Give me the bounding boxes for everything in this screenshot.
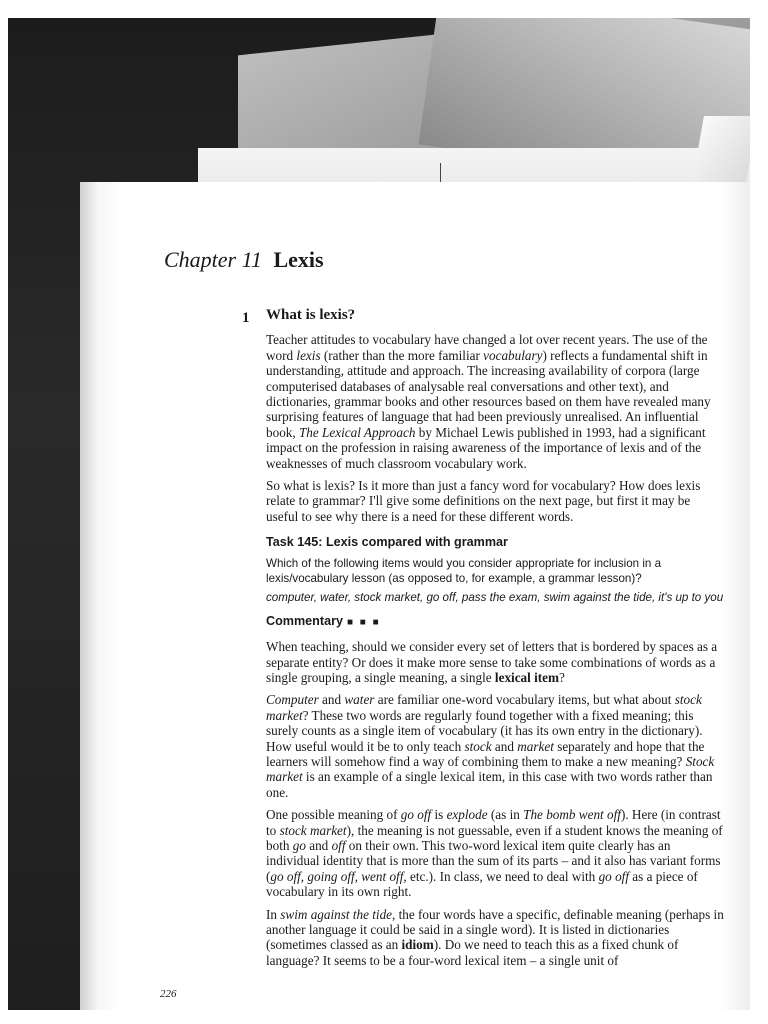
text-run: idiom — [401, 937, 434, 953]
text-run: Stock market — [266, 753, 715, 785]
text-run: is an example of a single lexical item, in this case with two words rather than one. — [266, 769, 713, 800]
intro-paragraphs — [266, 332, 724, 524]
text-run: are familiar one-word vocabulary items, but what about — [374, 692, 675, 708]
commentary-title: Commentary — [266, 613, 343, 628]
paragraph — [266, 639, 724, 685]
text-run: off — [331, 837, 346, 853]
task-items: computer, water, stock market, go off, pass the exam, swim against the tide, it's up to you — [266, 590, 724, 604]
section-number: 1 — [242, 310, 250, 326]
text-run: etc.). In class, we need to deal with — [406, 868, 599, 884]
difficulty-squares-icon: ■ ■ ■ — [346, 616, 381, 628]
text-run: go off, going off, went off, — [270, 868, 407, 884]
text-run: and — [318, 692, 345, 708]
text-run: go off — [598, 868, 629, 884]
text-run: go — [292, 837, 306, 853]
section-title: What is lexis? — [266, 307, 356, 323]
text-run: separately and hope that the learners will somehow find a way of combining them to make a new meaning? — [266, 738, 705, 769]
text-run: (as in — [487, 807, 524, 823]
page-number: 226 — [160, 988, 177, 1000]
text-run: lexis — [296, 347, 321, 363]
task-instruction: Which of the following items would you consider appropriate for inclusion in a lexis/vocabulary lesson (as opposed to, for example, a grammar lesson)? — [266, 556, 662, 585]
text-run: ), the meaning is not guessable, even if a student knows the meaning of both — [266, 822, 723, 853]
text-run: lexical item — [494, 669, 559, 685]
text-run: on their own. This two-word lexical item quite clearly has an individual identity that is more than the sum of its parts – and it also has variant forms ( — [266, 837, 721, 884]
text-run: In — [266, 906, 281, 922]
text-run: stock — [464, 738, 492, 754]
text-run: The Lexical Approach — [298, 424, 416, 440]
text-run: stock market — [266, 692, 702, 723]
paragraph — [266, 692, 724, 800]
chapter-heading — [164, 247, 324, 273]
text-run: When teaching, should we consider every set of letters that is bordered by spaces as a separate entity? Or does it make more sense to take some combinations of words as a single grouping, a single meaning, a single — [266, 639, 718, 685]
text-run: Teacher attitudes to vocabulary have changed a lot over recent years. The use of the word — [266, 332, 708, 363]
paragraph — [266, 478, 724, 524]
text-run: So what is lexis? Is it more than just a fancy word for vocabulary? How does lexis relate to grammar? I'll give some definitions on the next page, but first it may be useful to see why there is a need for these different words. — [266, 478, 701, 524]
text-run: vocabulary — [483, 347, 543, 363]
text-run: go off — [400, 807, 432, 823]
text-run: ? These two words are regularly found together with a fixed meaning; this surely counts as a single item of vocabulary (it has its own entry in the dictionary). How useful would it be to only teach — [266, 707, 703, 754]
text-run: water — [344, 692, 375, 708]
chapter-title: Lexis — [273, 247, 324, 272]
page-content — [266, 308, 724, 975]
text-run: as a piece of vocabulary in its own right. — [266, 868, 698, 900]
text-run: is — [431, 807, 447, 823]
text-run: ). Do we need to teach this as a fixed chunk of language? It seems to be a four-word lexical item – a single unit of — [266, 937, 679, 968]
commentary-heading — [266, 614, 724, 630]
text-run: ). Here (in contrast to — [266, 807, 721, 838]
chapter-label: Chapter 11 — [164, 247, 262, 272]
text-run: ? — [559, 669, 565, 685]
text-run: swim against the tide — [280, 906, 393, 922]
text-run: Computer — [266, 692, 319, 708]
text-run: and — [305, 837, 332, 853]
paragraph — [266, 807, 724, 899]
text-run: stock market — [279, 822, 347, 838]
paragraph — [266, 332, 724, 471]
text-run: ) reflects a fundamental shift in understanding, attitude and approach. The increasing availability of corpora (large computerised databases of analysable real conversations and other text), and dictionaries, grammar books and other resources based on them have revealed many surprising features of language that had been previously unrealised. An influential book, — [266, 347, 711, 440]
text-run: The bomb went off — [523, 807, 621, 823]
paragraph — [266, 907, 724, 969]
commentary-paragraphs — [266, 639, 724, 968]
text-run: by Michael Lewis published in 1993, had a significant impact on the profession in raising awareness of the importance of lexis and of the weaknesses of much classroom vocabulary work. — [266, 424, 706, 471]
task-title: Task 145: Lexis compared with grammar — [266, 535, 508, 550]
text-run: explode — [446, 807, 488, 823]
text-run: One possible meaning of — [266, 807, 401, 823]
text-run: (rather than the more familiar — [320, 347, 484, 363]
text-run: and — [491, 738, 518, 754]
text-run: , the four words have a specific, definable meaning (perhaps in another language it could be said in a single word). It is listed in dictionaries (sometimes classed as an — [266, 906, 724, 953]
text-run: market — [517, 738, 554, 754]
